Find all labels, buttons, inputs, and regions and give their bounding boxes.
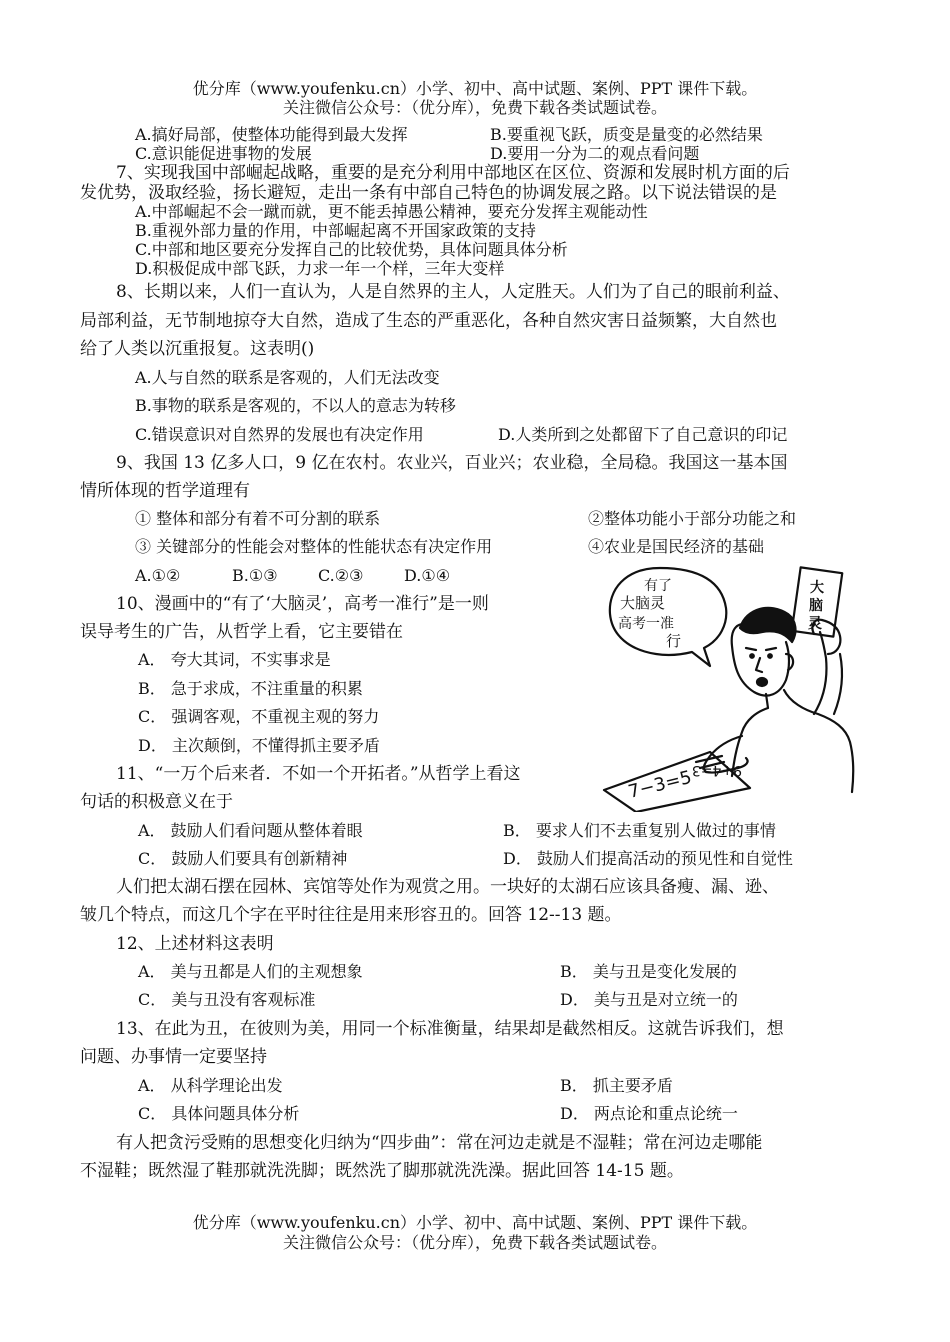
q6-option-d: D.要用一分为二的观点看问题 [490, 144, 700, 163]
person-hair [740, 608, 795, 642]
footer-line-2: 关注微信公众号：（优分库），免费下载各类试题试卷。 [282, 1233, 667, 1252]
q10-option-b: B． 急于求成，不注重量的积累 [138, 679, 363, 698]
book-text-2: 脑 [809, 598, 823, 614]
q10-option-d: D． 主次颠倒，不懂得抓主要矛盾 [138, 736, 380, 755]
q9-option-c: C.②③ [318, 566, 364, 585]
q10-option-a: A． 夸大其词，不实事求是 [138, 650, 331, 669]
q13-option-c: C． 具体问题具体分析 [138, 1104, 300, 1123]
q11-stem-line-1: 11、“一万个后来者．不如一个开拓者。”从哲学上看这 [116, 764, 521, 784]
q12-option-c: C． 美与丑没有客观标准 [138, 990, 316, 1009]
person-arm [814, 632, 827, 714]
q7-option-b: B.重视外部力量的作用，中部崛起离不开国家政策的支持 [135, 221, 536, 240]
bubble-text-2: 大脑灵 [620, 594, 666, 612]
q7-option-d: D.积极促成中部飞跃，力求一年一个样，三年大变样 [135, 259, 505, 278]
q7-option-a: A.中部崛起不会一蹴而就，更不能丢掉愚公精神，要充分发挥主观能动性 [135, 202, 648, 221]
q13-option-d: D． 两点论和重点论统一 [560, 1104, 738, 1123]
q9-item-3: ③ 关键部分的性能会对整体的性能状态有决定作用 [135, 537, 493, 556]
bubble-text-3: 高考一准 [618, 616, 674, 632]
material-12-line-2: 皱几个特点，而这几个字在平时往往是用来形容丑的。回答 12--13 题。 [80, 905, 622, 925]
q9-option-a: A.①② [135, 566, 181, 585]
header-line-1: 优分库（www.youfenku.cn）小学、初中、高中试题、案例、PPT 课件下载。 [192, 79, 758, 98]
q9-item-1: ① 整体和部分有着不可分割的联系 [135, 509, 381, 528]
q8-stem-line-2: 局部利益，无节制地掠夺大自然，造成了生态的严重恶化，各种自然灾害日益频繁，大自然也 [80, 311, 777, 331]
q7-stem-line-2: 发优势，汲取经验，扬长避短，走出一条有中部自己特色的协调发展之路。以下说法错误的是 [80, 183, 777, 203]
q11-option-b: B． 要求人们不去重复别人做过的事情 [503, 821, 776, 840]
q13-option-a: A． 从科学理论出发 [138, 1076, 283, 1095]
q12-option-b: B． 美与丑是变化发展的 [560, 962, 737, 981]
q12-stem: 12、上述材料这表明 [116, 934, 274, 954]
q10-stem-line-1: 10、漫画中的“有了‘大脑灵’，高考一准行”是一则 [116, 594, 489, 614]
q9-item-2: ②整体功能小于部分功能之和 [588, 509, 797, 528]
q9-option-b: B.①③ [232, 566, 278, 585]
book-text-1: 大 [810, 580, 824, 596]
q13-stem-line-1: 13、在此为丑，在彼则为美，用同一个标准衡量，结果却是截然相反。这就告诉我们，想 [116, 1019, 784, 1039]
q6-option-a: A.搞好局部，使整体功能得到最大发挥 [135, 125, 408, 144]
cartoon-illustration [600, 562, 872, 812]
q9-stem-line-2: 情所体现的哲学道理有 [80, 481, 250, 501]
q10-stem-line-2: 误导考生的广告，从哲学上看，它主要错在 [80, 622, 403, 642]
material-14-line-2: 不湿鞋；既然湿了鞋那就洗洗脚；既然洗了脚那就洗洗澡。据此回答 14-15 题。 [80, 1161, 684, 1181]
q9-item-4: ④农业是国民经济的基础 [588, 537, 765, 556]
q6-option-b: B.要重视飞跃，质变是量变的必然结果 [490, 125, 763, 144]
q8-option-d: D.人类所到之处都留下了自己意识的印记 [498, 425, 788, 444]
q12-option-d: D． 美与丑是对立统一的 [560, 990, 738, 1009]
footer-line-1: 优分库（www.youfenku.cn）小学、初中、高中试题、案例、PPT 课件下载。 [192, 1213, 758, 1232]
q7-option-c: C.中部和地区要充分发挥自己的比较优势，具体问题具体分析 [135, 240, 568, 259]
q11-option-d: D． 鼓励人们提高活动的预见性和自觉性 [503, 849, 793, 868]
q13-option-b: B． 抓主要矛盾 [560, 1076, 673, 1095]
paper-text-2: 9+4=3 [691, 762, 742, 778]
material-12-line-1: 人们把太湖石摆在园林、宾馆等处作为观赏之用。一块好的太湖石应该具备瘦、漏、逊、 [116, 877, 779, 897]
q12-option-a: A． 美与丑都是人们的主观想象 [138, 962, 363, 981]
q8-option-a: A.人与自然的联系是客观的，人们无法改变 [135, 368, 440, 387]
q13-stem-line-2: 问题、办事情一定要坚持 [80, 1047, 267, 1067]
paper-text-1: 7−3=5 [626, 766, 694, 803]
material-14-line-1: 有人把贪污受贿的思想变化归纳为“四步曲”：常在河边走就是不湿鞋；常在河边走哪能 [116, 1133, 763, 1153]
bubble-text-1: 有了 [644, 578, 672, 594]
q9-option-d: D.①④ [404, 566, 451, 585]
bubble-text-4: 行 [666, 632, 682, 650]
q8-option-c: C.错误意识对自然界的发展也有决定作用 [135, 425, 424, 444]
q6-option-c: C.意识能促进事物的发展 [135, 144, 312, 163]
header-line-2: 关注微信公众号：（优分库），免费下载各类试题试卷。 [282, 98, 667, 117]
q8-stem-line-1: 8、长期以来，人们一直认为，人是自然界的主人，人定胜天。人们为了自己的眼前利益、 [116, 282, 790, 302]
q11-option-a: A． 鼓励人们看问题从整体着眼 [138, 821, 363, 840]
q8-option-b: B.事物的联系是客观的，不以人的意志为转移 [135, 396, 456, 415]
q10-option-c: C． 强调客观，不重视主观的努力 [138, 707, 380, 726]
q9-stem-line-1: 9、我国 13 亿多人口，9 亿在农村。农业兴，百业兴；农业稳，全局稳。我国这一基本国 [116, 453, 788, 473]
q11-option-c: C． 鼓励人们要具有创新精神 [138, 849, 348, 868]
q11-stem-line-2: 句话的积极意义在于 [80, 792, 233, 812]
book-text-3: 灵 [808, 616, 822, 632]
q7-stem-line-1: 7、实现我国中部崛起战略，重要的是充分利用中部地区在区位、资源和发展时机方面的后 [116, 163, 790, 183]
q8-stem-line-3: 给了人类以沉重报复。这表明() [80, 339, 315, 359]
